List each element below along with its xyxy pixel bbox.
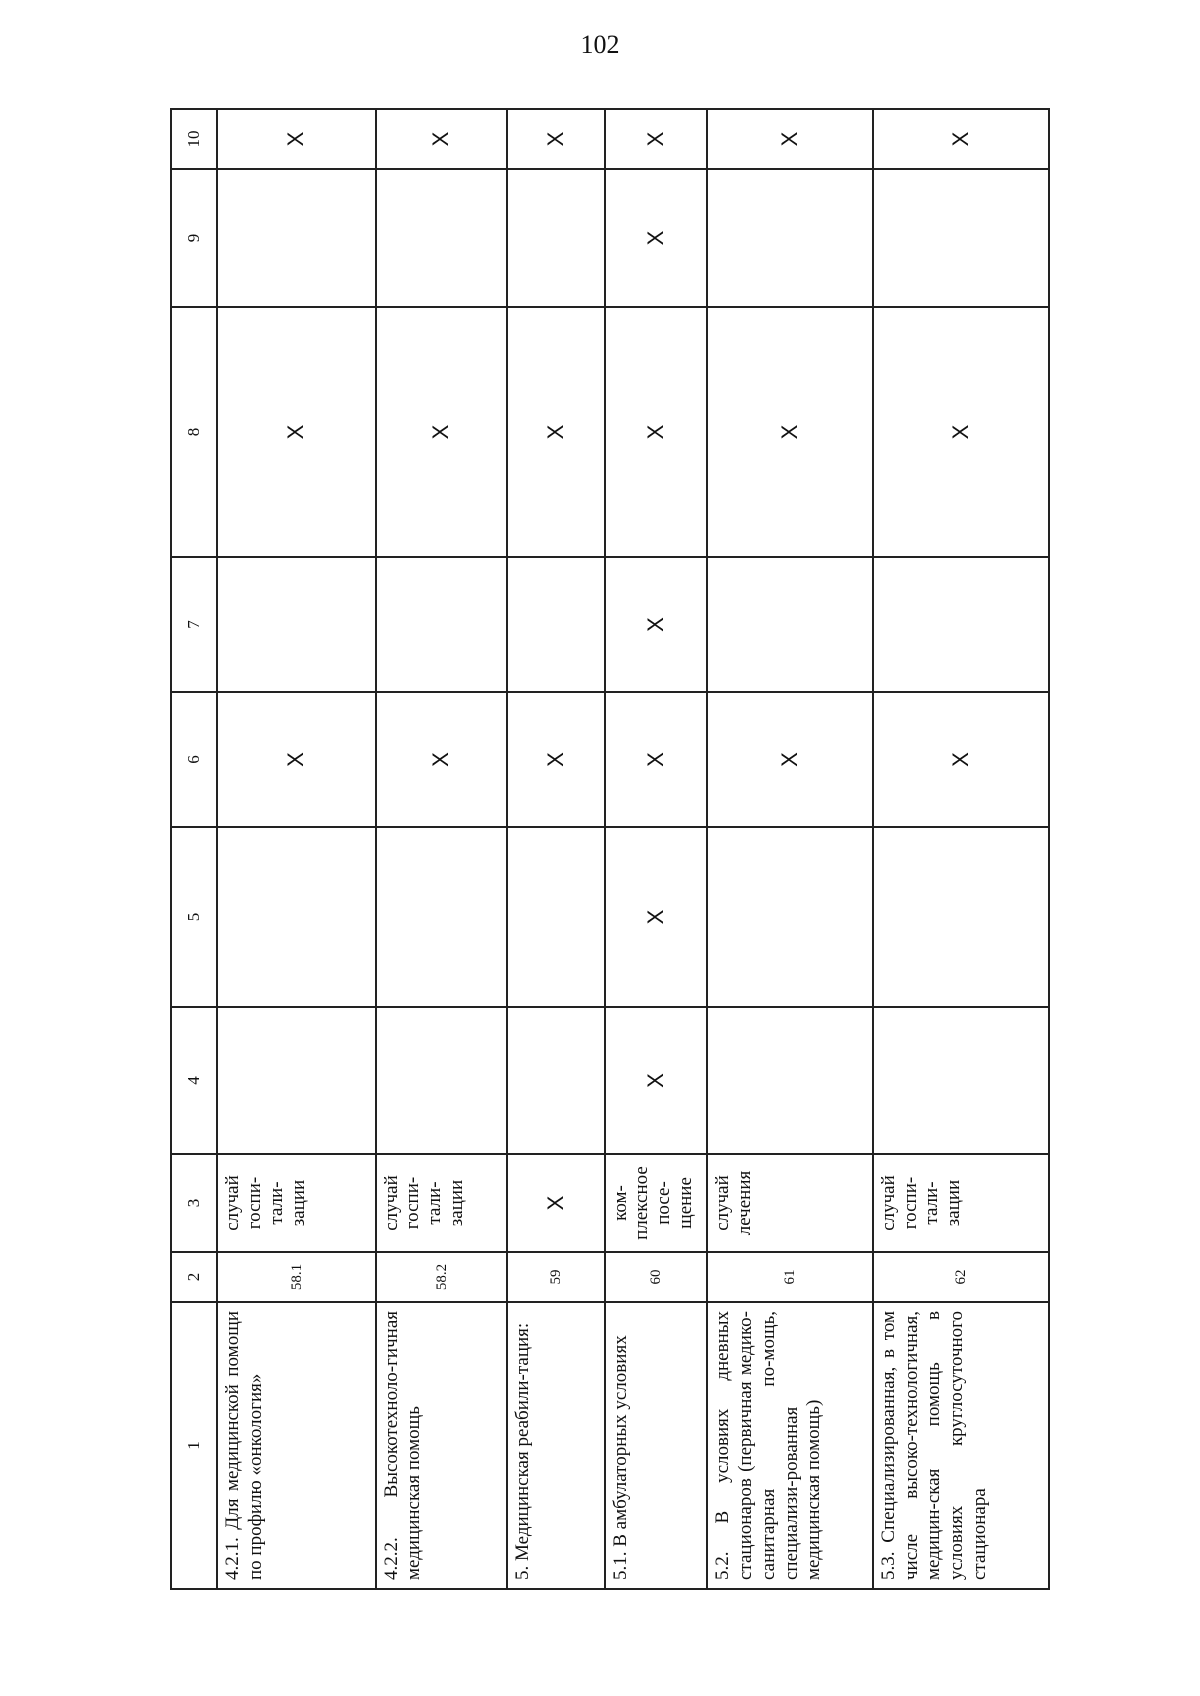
column-number: 4 [171,1007,217,1154]
column-number: 2 [171,1252,217,1302]
column-number: 5 [171,827,217,1007]
empty-cell [376,1007,508,1154]
mark-x: X [605,1007,708,1154]
table-row [605,109,708,1589]
mark-x: X [605,557,708,692]
column-number: 3 [171,1154,217,1252]
column-number: 7 [171,557,217,692]
mark-x: X [873,307,1049,557]
mark-x: X [217,692,375,827]
table-row [376,109,508,1589]
empty-cell [707,827,873,1007]
row-label: 4.2.2. Высокотехноло-гичная медицинская помощь [376,1302,508,1589]
empty-cell [507,827,604,1007]
empty-cell [217,1007,375,1154]
table-body [171,109,1049,1589]
column-number: 1 [171,1302,217,1589]
mark-x: X [605,109,708,169]
unit-of-measure: случай госпи-тали-зации [873,1154,1049,1252]
row-code: 58.1 [217,1252,375,1302]
empty-cell [507,169,604,307]
unit-of-measure: случай лечения [707,1154,873,1252]
table-row [217,109,375,1589]
column-number: 9 [171,169,217,307]
mark-x: X [707,692,873,827]
mark-x: X [707,109,873,169]
row-label: 5.3. Специализированная, в том числе высоко-технологичная, медицин-ская помощь в условиях круглосуточного стационара [873,1302,1049,1589]
empty-cell [507,1007,604,1154]
column-number: 8 [171,307,217,557]
mark-x: X [707,307,873,557]
empty-cell [707,1007,873,1154]
row-label: 5.2. В условиях дневных стационаров (первичная медико-санитарная по-мощь, специализи-рованная медицинская помощь) [707,1302,873,1589]
mark-x: X [507,1154,604,1252]
unit-of-measure: ком-плексное посе-щение [605,1154,708,1252]
page-number: 102 [580,30,620,59]
column-number: 6 [171,692,217,827]
mark-x: X [507,307,604,557]
column-number: 10 [171,109,217,169]
empty-cell [217,557,375,692]
empty-cell [376,169,508,307]
table-row [507,109,604,1589]
row-code: 59 [507,1252,604,1302]
unit-of-measure: случай госпи-тали-зации [217,1154,375,1252]
mark-x: X [605,169,708,307]
row-code: 62 [873,1252,1049,1302]
mark-x: X [376,692,508,827]
row-label: 5.1. В амбулаторных условиях [605,1302,708,1589]
mark-x: X [217,307,375,557]
empty-cell [217,827,375,1007]
table-row [707,109,873,1589]
rotated-table-container [170,110,1050,1590]
mark-x: X [507,692,604,827]
empty-cell [873,1007,1049,1154]
mark-x: X [376,307,508,557]
row-code: 61 [707,1252,873,1302]
empty-cell [873,169,1049,307]
mark-x: X [217,109,375,169]
empty-cell [507,557,604,692]
empty-cell [376,827,508,1007]
empty-cell [707,557,873,692]
empty-cell [376,557,508,692]
mark-x: X [873,109,1049,169]
row-label: 4.2.1. Для медицинской помощи по профилю «онкология» [217,1302,375,1589]
row-label: 5. Медицинская реабили-тация: [507,1302,604,1589]
mark-x: X [507,109,604,169]
data-table [170,108,1050,1590]
mark-x: X [605,692,708,827]
row-code: 58.2 [376,1252,508,1302]
empty-cell [873,557,1049,692]
empty-cell [873,827,1049,1007]
empty-cell [707,169,873,307]
mark-x: X [605,827,708,1007]
row-code: 60 [605,1252,708,1302]
table-row [873,109,1049,1589]
mark-x: X [605,307,708,557]
mark-x: X [376,109,508,169]
mark-x: X [873,692,1049,827]
column-number-row [171,109,217,1589]
unit-of-measure: случай госпи-тали-зации [376,1154,508,1252]
empty-cell [217,169,375,307]
